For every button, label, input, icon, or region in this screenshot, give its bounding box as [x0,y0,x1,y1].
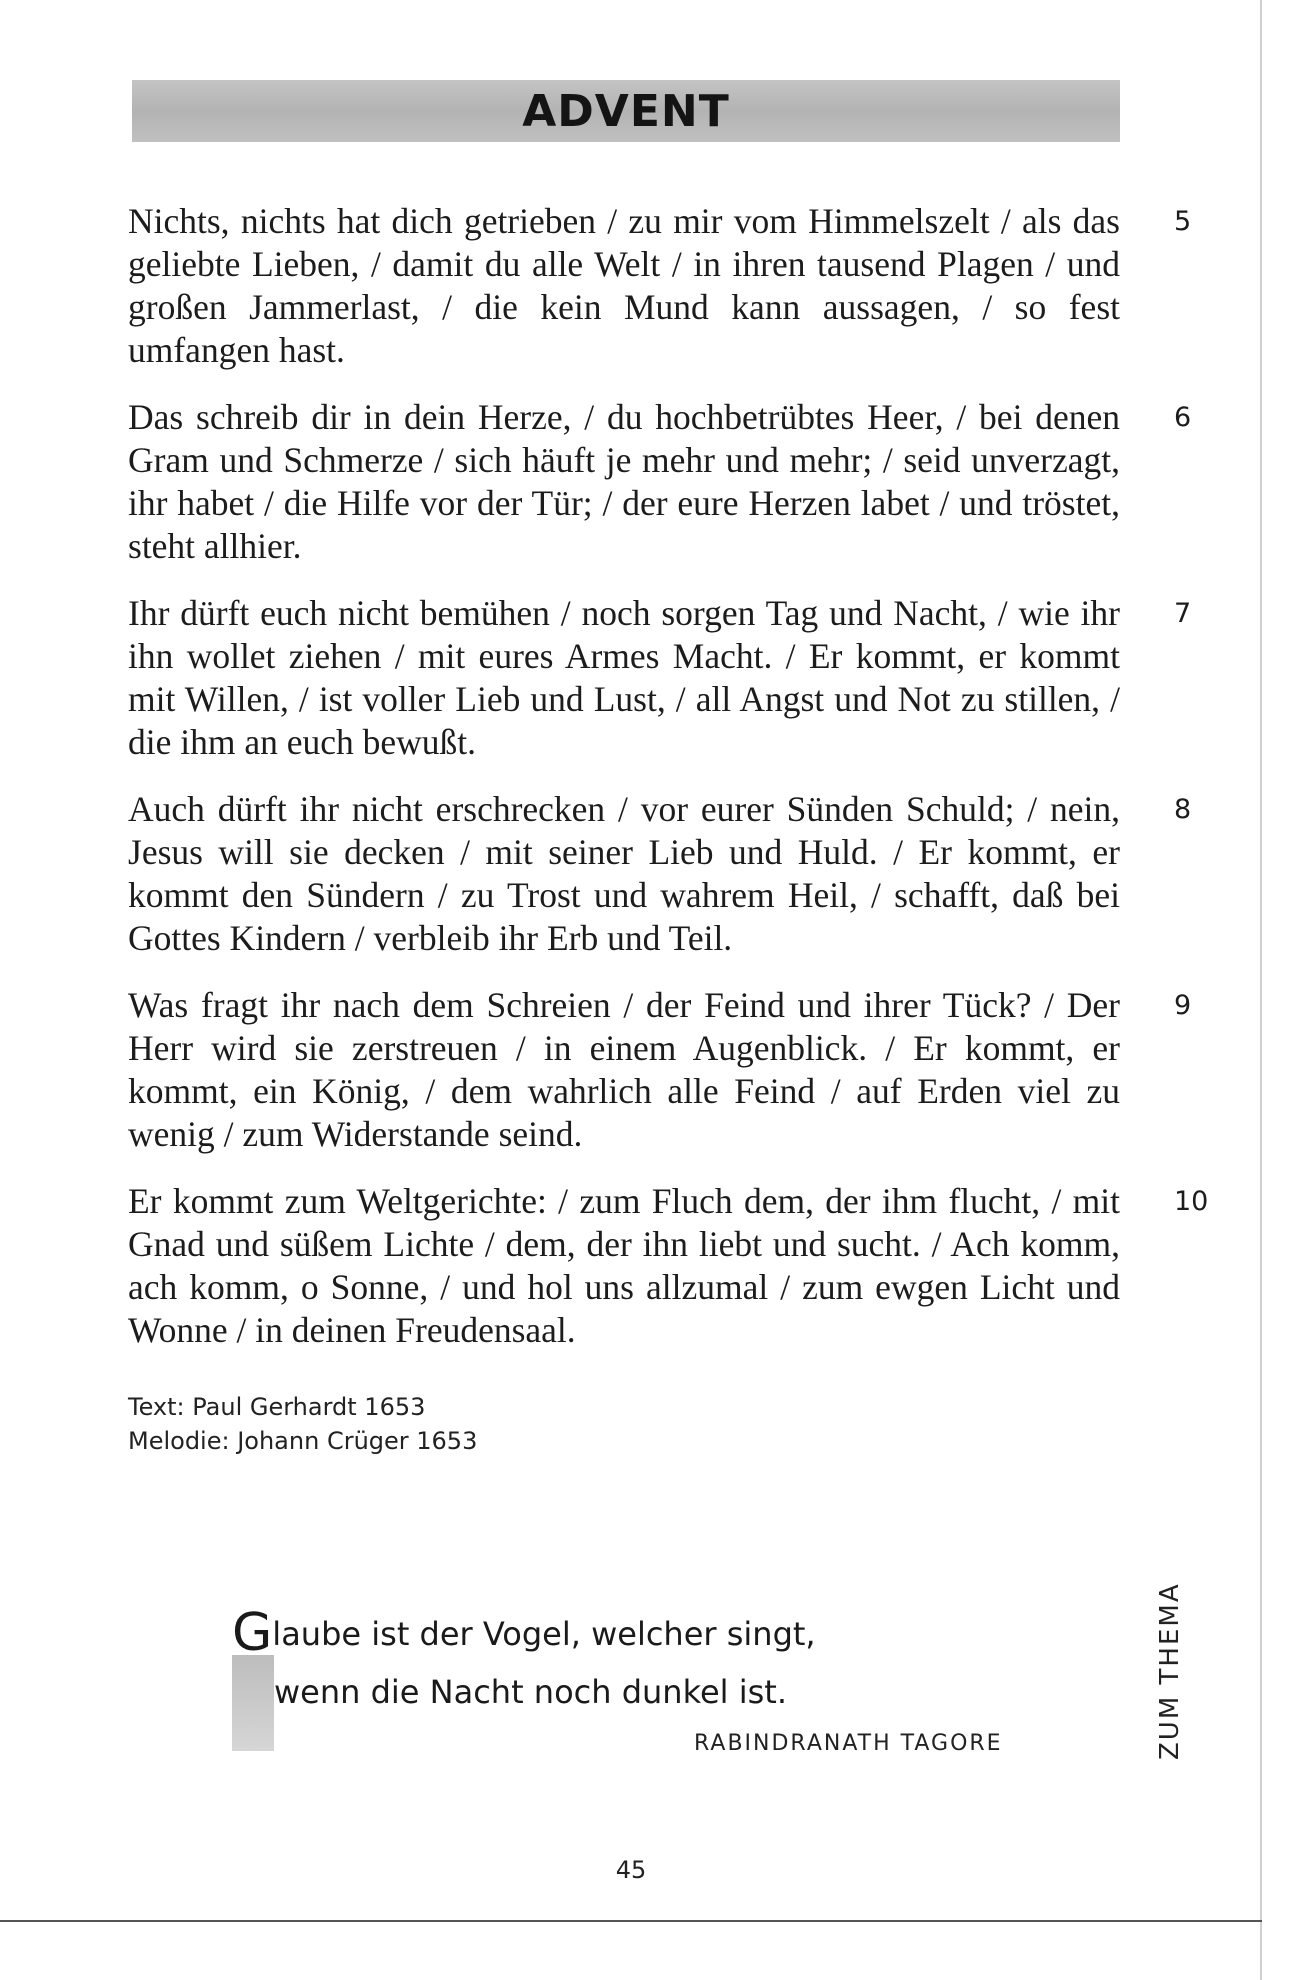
verse-text: Auch dürft ihr nicht erschrecken / vor eurer Sünden Schuld; / nein, Jesus will sie decken / mit seiner Lieb und Huld. / Er kommt, er kommt den Sündern / zu Trost und wahrem Heil, / schafft, daß bei Gottes Kindern / verbleib ihr Erb und Teil. [128,789,1120,958]
verse-text: Das schreib dir in dein Herze, / du hochbetrübtes Heer, / bei denen Gram und Schmerze / sich häuft je mehr und mehr; / seid unverzagt, ihr habet / die Hilfe vor der Tür; / der eure Herzen labet / und tröstet, steht allhier. [128,397,1120,566]
verse-text: Was fragt ihr nach dem Schreien / der Feind und ihrer Tück? / Der Herr wird sie zerstreuen / in einem Augenblick. / Er kommt, er kommt, ein König, / dem wahrlich alle Feind / auf Erden viel zu wenig / zum Widerstande seind. [128,985,1120,1154]
verse [128,1180,1248,1352]
verse-number: 5 [1174,206,1192,237]
section-side-label: ZUM THEMA [1155,1582,1185,1760]
credits [128,1390,477,1458]
verse [128,788,1248,960]
quote-line-1-text: laube ist der Vogel, welcher singt, [272,1615,816,1653]
verse [128,984,1248,1156]
verse-number: 9 [1174,990,1192,1021]
quote-line-1 [232,1603,816,1663]
page-title: ADVENT [522,85,730,137]
quote-line-2: wenn die Nacht noch dunkel ist. [274,1673,787,1711]
verse [128,200,1248,372]
header-band [132,80,1120,142]
verse-number: 10 [1174,1186,1209,1217]
verse-text: Er kommt zum Weltgerichte: / zum Fluch dem, der ihm flucht, / mit Gnad und süßem Lichte / dem, der ihn liebt und sucht. / Ach komm, ach komm, o Sonne, / und hol uns allzumal / zum ewgen Licht und Wonne / in deinen Freudensaal. [128,1181,1120,1350]
verse-number: 8 [1174,794,1192,825]
footer-rule [0,1920,1262,1922]
verse-list [128,200,1248,1376]
verse-number: 6 [1174,402,1192,433]
verse [128,396,1248,568]
text-credit: Text: Paul Gerhardt 1653 [128,1393,426,1421]
quote-box [232,1595,1052,1755]
melody-credit: Melodie: Johann Crüger 1653 [128,1427,478,1455]
verse-text: Ihr dürft euch nicht bemühen / noch sorgen Tag und Nacht, / wie ihr ihn wollet ziehen / mit eures Armes Macht. / Er kommt, er kommt mit Willen, / ist voller Lieb und Lust, / all Angst und Not zu stillen, / die ihm an euch bewußt. [128,593,1120,762]
verse-text: Nichts, nichts hat dich getrieben / zu mir vom Himmelszelt / als das geliebte Lieben, / damit du alle Welt / in ihren tausend Plagen / und großen Jammerlast, / die kein Mund kann aussagen, / so fest umfangen hast. [128,201,1120,370]
quote-author: RABINDRANATH TAGORE [694,1731,1003,1756]
verse [128,592,1248,764]
quote-accent-bar [232,1655,274,1751]
page-number: 45 [615,1856,647,1884]
verse-number: 7 [1174,598,1192,629]
quote-initial: G [232,1603,273,1663]
